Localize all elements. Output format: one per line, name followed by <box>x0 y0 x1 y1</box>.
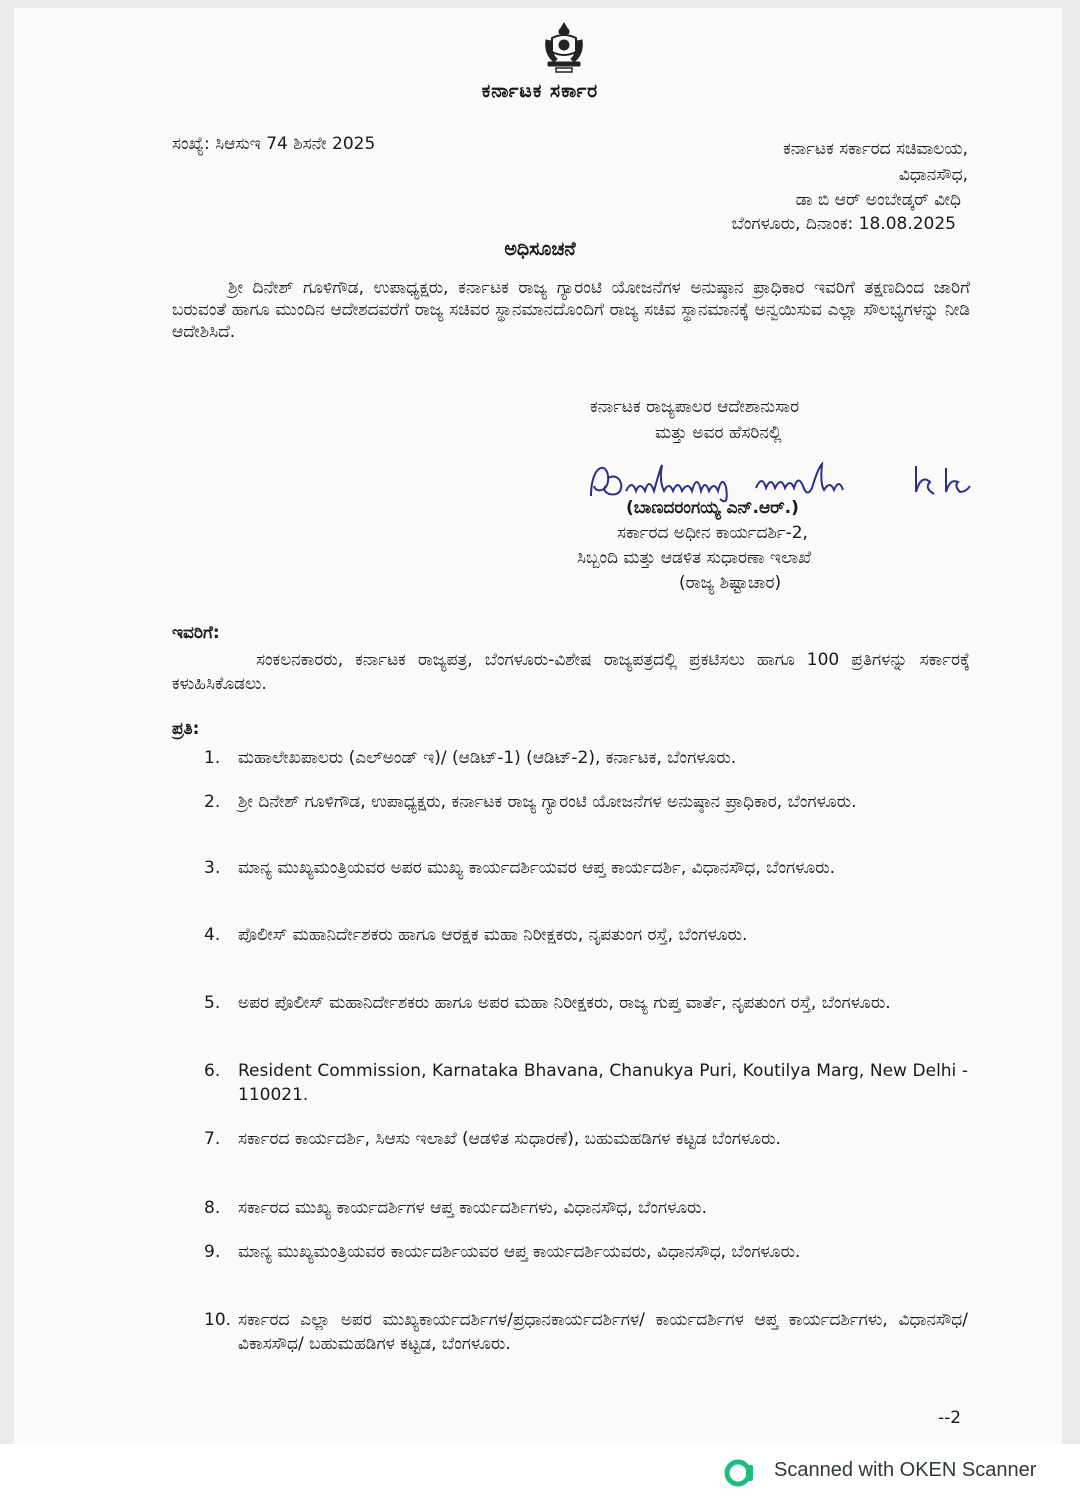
to-label: ಇವರಿಗೆ: <box>172 623 220 643</box>
copy-list-item <box>204 1308 968 1356</box>
signatory-name: (ಬಾಣದರಂಗಯ್ಯ ಎನ್.ಆರ್.) <box>626 498 799 518</box>
address-line-1: ಕರ್ನಾಟಕ ಸರ್ಕಾರದ ಸಚಿವಾಲಯ, <box>783 139 968 159</box>
copy-item-text: ಮಾನ್ಯ ಮುಖ್ಯಮಂತ್ರಿಯವರ ಅಪರ ಮುಖ್ಯ ಕಾರ್ಯದರ್ಶಿಯವರ ಆಪ್ತ ಕಾರ್ಯದರ್ಶಿ, ವಿಧಾನಸೌಧ, ಬೆಂಗಳೂರು. <box>238 858 836 878</box>
scanner-watermark-text: Scanned with OKEN Scanner <box>774 1459 1037 1481</box>
copy-item-number: 5. <box>204 993 221 1013</box>
karnataka-emblem-icon <box>542 20 586 74</box>
copy-item-number: 7. <box>204 1129 221 1149</box>
government-heading: ಕರ್ನಾಟಕ ಸರ್ಕಾರ <box>481 80 599 102</box>
copy-item-number: 8. <box>204 1198 221 1218</box>
copy-item-text: ಮಹಾಲೇಖಪಾಲರು (ಎಲ್‌ಅಂಡ್ ಇ)/ (ಆಡಿಟ್-1) (ಆಡಿಟ್-2), ಕರ್ನಾಟಕ, ಬೆಂಗಳೂರು. <box>238 748 737 768</box>
copy-item-number: 9. <box>204 1242 221 1262</box>
signatory-department: ಸಿಬ್ಬಂದಿ ಮತ್ತು ಆಡಳಿತ ಸುಧಾರಣಾ ಇಲಾಖೆ <box>577 548 812 568</box>
notification-title: ಅಧಿಸೂಚನೆ <box>504 238 576 260</box>
signatory-section: (ರಾಜ್ಯ ಶಿಷ್ಟಾಚಾರ) <box>679 573 782 593</box>
copy-item-text: ಶ್ರೀ ದಿನೇಶ್ ಗೂಳಿಗೌಡ, ಉಪಾಧ್ಯಕ್ಷರು, ಕರ್ನಾಟಕ ರಾಜ್ಯ ಗ್ಯಾರಂಟಿ ಯೋಜನೆಗಳ ಅನುಷ್ಠಾನ ಪ್ರಾಧಿಕಾರ, ಬೆಂಗಳೂರು. <box>238 792 857 812</box>
copy-list-item <box>204 1127 968 1151</box>
signoff-line-2: ಮತ್ತು ಅವರ ಹೆಸರಿನಲ್ಲಿ <box>655 423 782 443</box>
copy-list-item <box>204 746 968 770</box>
copy-list-item <box>204 1240 968 1264</box>
copy-item-number: 10. <box>204 1310 232 1330</box>
copy-item-number: 6. <box>204 1061 221 1081</box>
copy-list-item <box>204 856 968 880</box>
copy-item-text: ಸರ್ಕಾರದ ಕಾರ್ಯದರ್ಶಿ, ಸಿಆಸು ಇಲಾಖೆ (ಆಡಳಿತ ಸುಧಾರಣೆ), ಬಹುಮಹಡಿಗಳ ಕಟ್ಟಡ ಬೆಂಗಳೂರು. <box>238 1129 781 1149</box>
copy-label: ಪ್ರತಿ: <box>172 719 200 739</box>
copy-item-number: 1. <box>204 748 221 768</box>
address-line-2: ವಿಧಾನಸೌಧ, <box>898 165 968 185</box>
oken-scanner-logo-icon <box>724 1459 756 1487</box>
copy-item-text: ಸರ್ಕಾರದ ಎಲ್ಲಾ ಅಪರ ಮುಖ್ಯಕಾರ್ಯದರ್ಶಿಗಳ/ಪ್ರಧಾನಕಾರ್ಯದರ್ಶಿಗಳ/ ಕಾರ್ಯದರ್ಶಿಗಳ ಆಪ್ತ ಕಾರ್ಯದರ್ಶಿಗಳು, ವಿಧಾನಸೌಧ/ ವಿಕಾಸಸೌಧ/ ಬಹುಮಹಡಿಗಳ ಕಟ್ಟಡ, ಬೆಂಗಳೂರು. <box>238 1310 968 1354</box>
signoff-line-1: ಕರ್ನಾಟಕ ರಾಜ್ಯಪಾಲರ ಆದೇಶಾನುಸಾರ <box>590 397 800 417</box>
copy-item-number: 3. <box>204 858 221 878</box>
copy-item-text: ಮಾನ್ಯ ಮುಖ್ಯಮಂತ್ರಿಯವರ ಕಾರ್ಯದರ್ಶಿಯವರ ಆಪ್ತ ಕಾರ್ಯದರ್ಶಿಯವರು, ವಿಧಾನಸೌಧ, ಬೆಂಗಳೂರು. <box>238 1242 801 1262</box>
address-line-3: ಡಾ ಬಿ ಆರ್ ಅಂಬೇಡ್ಕರ್ ವೀಧಿ <box>795 190 961 210</box>
copy-item-text: ಸರ್ಕಾರದ ಮುಖ್ಯ ಕಾರ್ಯದರ್ಶಿಗಳ ಆಪ್ತ ಕಾರ್ಯದರ್ಶಿಗಳು, ವಿಧಾನಸೌಧ, ಬೆಂಗಳೂರು. <box>238 1198 707 1218</box>
copy-list-item <box>204 991 968 1015</box>
signatory-designation: ಸರ್ಕಾರದ ಅಧೀನ ಕಾರ್ಯದರ್ಶಿ-2, <box>617 523 808 543</box>
copy-list-item <box>204 1059 968 1107</box>
reference-number: ಸಂಖ್ಯೆ: ಸಿಆಸುಇ 74 ಶಿಸನೇ 2025 <box>172 134 376 154</box>
copy-list-item <box>204 1196 968 1220</box>
copy-item-text: Resident Commission, Karnataka Bhavana, Chanukya Puri, Koutilya Marg, New Delhi - 110021. <box>238 1061 968 1105</box>
copy-list-item <box>204 923 968 947</box>
copy-item-text: ಪೊಲೀಸ್ ಮಹಾನಿರ್ದೇಶಕರು ಹಾಗೂ ಆರಕ್ಷಕ ಮಹಾ ನಿರೀಕ್ಷಕರು, ನೃಪತುಂಗ ರಸ್ತೆ, ಬೆಂಗಳೂರು. <box>238 925 748 945</box>
copy-item-number: 4. <box>204 925 221 945</box>
page-number: --2 <box>938 1408 962 1428</box>
notification-body: ಶ್ರೀ ದಿನೇಶ್ ಗೂಳಿಗೌಡ, ಉಪಾಧ್ಯಕ್ಷರು, ಕರ್ನಾಟಕ ರಾಜ್ಯ ಗ್ಯಾರಂಟಿ ಯೋಜನೆಗಳ ಅನುಷ್ಠಾನ ಪ್ರಾಧಿಕಾರ ಇವರಿಗೆ ತಕ್ಷಣದಿಂದ ಜಾರಿಗೆ ಬರುವಂತೆ ಹಾಗೂ ಮುಂದಿನ ಆದೇಶದವರೆಗೆ ರಾಜ್ಯ ಸಚಿವರ ಸ್ಥಾನಮಾನದೊಂದಿಗೆ ರಾಜ್ಯ ಸಚಿವ ಸ್ಥಾನಮಾನಕ್ಕೆ ಅನ್ವಯಿಸುವ ಎಲ್ಲಾ ಸೌಲಭ್ಯಗಳನ್ನು ನೀಡಿ ಆದೇಶಿಸಿದೆ. <box>172 278 970 342</box>
copy-list-item <box>204 790 968 814</box>
address-date-line: ಬೆಂಗಳೂರು, ದಿನಾಂಕ: 18.08.2025 <box>731 214 956 234</box>
copy-item-number: 2. <box>204 792 221 812</box>
copy-item-text: ಅಪರ ಪೊಲೀಸ್ ಮಹಾನಿರ್ದೇಶಕರು ಹಾಗೂ ಅಪರ ಮಹಾ ನಿರೀಕ್ಷಕರು, ರಾಜ್ಯ ಗುಪ್ತ ವಾರ್ತೆ, ನೃಪತುಂಗ ರಸ್ತೆ, ಬೆಂಗಳೂರು. <box>238 993 891 1013</box>
to-text: ಸಂಕಲನಕಾರರು, ಕರ್ನಾಟಕ ರಾಜ್ಯಪತ್ರ, ಬೆಂಗಳೂರು-ವಿಶೇಷ ರಾಜ್ಯಪತ್ರದಲ್ಲಿ ಪ್ರಕಟಿಸಲು ಹಾಗೂ 100 ಪ್ರತಿಗಳನ್ನು ಸರ್ಕಾರಕ್ಕೆ ಕಳುಹಿಸಿಕೊಡಲು. <box>172 650 970 694</box>
